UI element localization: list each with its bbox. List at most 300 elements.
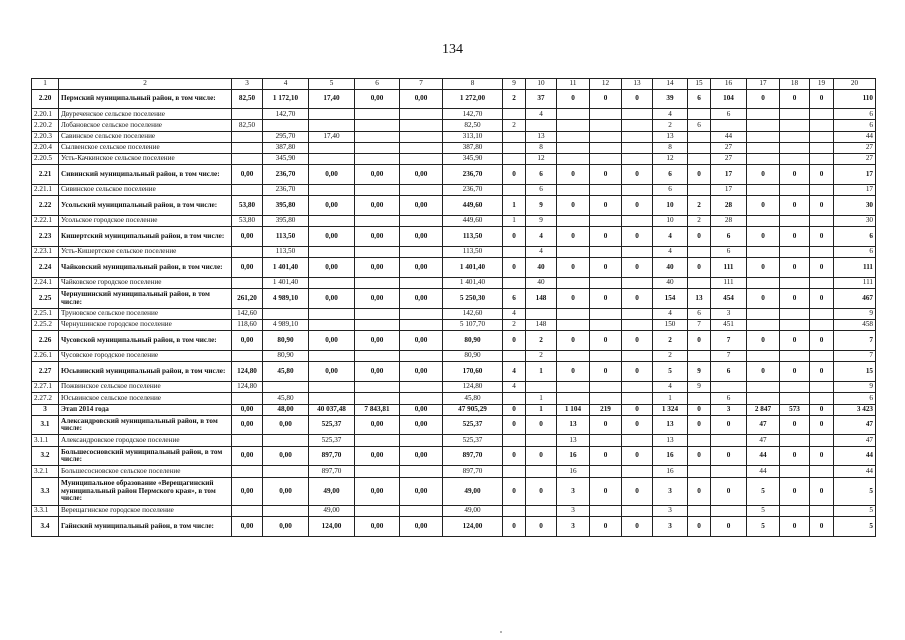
count-cell: 6 xyxy=(711,109,747,120)
amount-cell: 113,50 xyxy=(263,227,309,247)
amount-cell xyxy=(309,185,355,196)
count-cell xyxy=(780,308,810,319)
amount-cell: 80,90 xyxy=(443,351,503,362)
table-row xyxy=(32,154,876,165)
column-number-20: 20 xyxy=(834,79,876,90)
count-cell xyxy=(622,393,653,404)
count-cell xyxy=(747,142,780,153)
amount-cell: 1 401,40 xyxy=(263,258,309,278)
row-code-cell: 2.25.2 xyxy=(32,320,59,331)
row-name-cell: Пермский муниципальный район, в том числе: xyxy=(59,89,232,109)
amount-cell: 261,20 xyxy=(232,289,263,309)
count-cell xyxy=(810,154,834,165)
count-cell: 148 xyxy=(526,320,557,331)
count-cell: 0 xyxy=(622,415,653,435)
count-cell xyxy=(622,185,653,196)
count-cell: 12 xyxy=(653,154,688,165)
table-body xyxy=(32,79,876,537)
count-cell: 2 xyxy=(503,320,526,331)
count-cell: 27 xyxy=(834,142,876,153)
count-cell: 13 xyxy=(557,435,590,446)
count-cell: 6 xyxy=(711,393,747,404)
amount-cell xyxy=(309,247,355,258)
count-cell xyxy=(622,382,653,393)
count-cell xyxy=(557,247,590,258)
amount-cell xyxy=(400,435,443,446)
count-cell: 4 xyxy=(526,109,557,120)
count-cell: 3 xyxy=(653,506,688,517)
row-code-cell: 2.23 xyxy=(32,227,59,247)
count-cell xyxy=(590,120,622,131)
amount-cell: 142,60 xyxy=(443,308,503,319)
count-cell: 0 xyxy=(810,89,834,109)
amount-cell: 0,00 xyxy=(400,258,443,278)
count-cell xyxy=(780,393,810,404)
count-cell: 0 xyxy=(711,446,747,466)
table-row xyxy=(32,165,876,185)
amount-cell: 525,37 xyxy=(443,415,503,435)
count-cell: 0 xyxy=(780,196,810,216)
amount-cell: 0,00 xyxy=(309,196,355,216)
count-cell xyxy=(747,109,780,120)
count-cell: 0 xyxy=(810,165,834,185)
count-cell xyxy=(780,120,810,131)
row-name-cell: Сивинское сельское поселение xyxy=(59,185,232,196)
column-number-6: 6 xyxy=(355,79,400,90)
count-cell xyxy=(622,216,653,227)
row-code-cell: 2.21 xyxy=(32,165,59,185)
amount-cell xyxy=(400,216,443,227)
table-row xyxy=(32,362,876,382)
count-cell: 6 xyxy=(526,185,557,196)
amount-cell xyxy=(232,351,263,362)
row-name-cell: Усть-Качкинское сельское поселение xyxy=(59,154,232,165)
count-cell xyxy=(688,109,711,120)
count-cell xyxy=(590,185,622,196)
column-number-9: 9 xyxy=(503,79,526,90)
count-cell xyxy=(557,109,590,120)
count-cell: 111 xyxy=(711,277,747,288)
count-cell xyxy=(810,308,834,319)
count-cell: 0 xyxy=(503,227,526,247)
count-cell xyxy=(780,109,810,120)
amount-cell xyxy=(309,382,355,393)
count-cell xyxy=(590,154,622,165)
amount-cell: 236,70 xyxy=(443,185,503,196)
amount-cell xyxy=(263,466,309,477)
count-cell: 0 xyxy=(590,227,622,247)
count-cell: 0 xyxy=(688,404,711,415)
count-cell xyxy=(747,308,780,319)
count-cell xyxy=(747,277,780,288)
count-cell: 0 xyxy=(590,446,622,466)
column-number-8: 8 xyxy=(443,79,503,90)
count-cell: 40 xyxy=(653,277,688,288)
amount-cell: 0,00 xyxy=(309,362,355,382)
amount-cell: 0,00 xyxy=(355,331,400,351)
count-cell: 0 xyxy=(557,89,590,109)
amount-cell: 0,00 xyxy=(400,404,443,415)
count-cell xyxy=(688,277,711,288)
row-code-cell: 2.27.2 xyxy=(32,393,59,404)
count-cell xyxy=(688,393,711,404)
amount-cell: 0,00 xyxy=(309,165,355,185)
amount-cell: 0,00 xyxy=(232,165,263,185)
amount-cell: 236,70 xyxy=(443,165,503,185)
count-cell: 4 xyxy=(503,362,526,382)
count-cell: 3 xyxy=(557,477,590,505)
count-cell xyxy=(526,506,557,517)
count-cell xyxy=(780,185,810,196)
column-number-19: 19 xyxy=(810,79,834,90)
count-cell: 0 xyxy=(622,227,653,247)
count-cell xyxy=(503,351,526,362)
count-cell: 111 xyxy=(834,277,876,288)
row-name-cell: Кишертский муниципальный район, в том числе: xyxy=(59,227,232,247)
table-row xyxy=(32,446,876,466)
count-cell: 0 xyxy=(526,446,557,466)
column-number-2: 2 xyxy=(59,79,232,90)
count-cell: 0 xyxy=(622,165,653,185)
page-number: 134 xyxy=(442,42,463,57)
count-cell xyxy=(780,277,810,288)
count-cell: 9 xyxy=(834,308,876,319)
amount-cell: 0,00 xyxy=(309,258,355,278)
count-cell: 1 xyxy=(526,404,557,415)
table-row xyxy=(32,109,876,120)
amount-cell xyxy=(232,109,263,120)
count-cell: 0 xyxy=(622,289,653,309)
row-name-cell: Пожвинское сельское поселение xyxy=(59,382,232,393)
amount-cell: 0,00 xyxy=(355,165,400,185)
amount-cell xyxy=(232,435,263,446)
amount-cell: 897,70 xyxy=(443,466,503,477)
count-cell: 0 xyxy=(810,258,834,278)
amount-cell xyxy=(400,185,443,196)
count-cell: 0 xyxy=(810,517,834,537)
amount-cell: 1 401,40 xyxy=(263,277,309,288)
count-cell: 44 xyxy=(711,131,747,142)
amount-cell: 345,90 xyxy=(443,154,503,165)
amount-cell: 449,60 xyxy=(443,196,503,216)
amount-cell: 49,00 xyxy=(309,506,355,517)
count-cell xyxy=(747,185,780,196)
amount-cell xyxy=(355,247,400,258)
table-row xyxy=(32,466,876,477)
count-cell: 13 xyxy=(526,131,557,142)
count-cell xyxy=(557,351,590,362)
amount-cell xyxy=(232,277,263,288)
count-cell: 0 xyxy=(503,331,526,351)
count-cell: 0 xyxy=(503,446,526,466)
amount-cell: 82,50 xyxy=(443,120,503,131)
amount-cell: 525,37 xyxy=(443,435,503,446)
table-row xyxy=(32,185,876,196)
row-name-cell: Чернушинский муниципальный район, в том числе: xyxy=(59,289,232,309)
table-row xyxy=(32,247,876,258)
amount-cell: 142,70 xyxy=(443,109,503,120)
row-name-cell: Сылвенское сельское поселение xyxy=(59,142,232,153)
table-row xyxy=(32,216,876,227)
amount-cell xyxy=(263,120,309,131)
count-cell: 7 xyxy=(688,320,711,331)
amount-cell: 0,00 xyxy=(232,258,263,278)
count-cell xyxy=(747,131,780,142)
count-cell xyxy=(780,506,810,517)
count-cell: 2 xyxy=(503,89,526,109)
amount-cell: 113,50 xyxy=(443,247,503,258)
count-cell: 6 xyxy=(503,289,526,309)
count-cell: 0 xyxy=(503,165,526,185)
amount-cell xyxy=(263,382,309,393)
count-cell: 4 xyxy=(653,308,688,319)
count-cell: 15 xyxy=(834,362,876,382)
count-cell xyxy=(688,185,711,196)
count-cell: 0 xyxy=(590,196,622,216)
count-cell: 47 xyxy=(834,435,876,446)
row-code-cell: 3 xyxy=(32,404,59,415)
count-cell xyxy=(810,120,834,131)
row-name-cell: Верещагинское городское поселение xyxy=(59,506,232,517)
count-cell xyxy=(503,142,526,153)
row-name-cell: Сивинский муниципальный район, в том числе: xyxy=(59,165,232,185)
amount-cell: 0,00 xyxy=(400,165,443,185)
count-cell xyxy=(557,185,590,196)
count-cell xyxy=(590,142,622,153)
table-row xyxy=(32,435,876,446)
row-code-cell: 3.1.1 xyxy=(32,435,59,446)
amount-cell: 525,37 xyxy=(309,435,355,446)
count-cell: 8 xyxy=(653,142,688,153)
count-cell xyxy=(557,393,590,404)
count-cell: 28 xyxy=(711,216,747,227)
count-cell: 104 xyxy=(711,89,747,109)
amount-cell: 49,00 xyxy=(309,477,355,505)
amount-cell: 113,50 xyxy=(443,227,503,247)
housing-program-table xyxy=(31,78,876,537)
count-cell: 0 xyxy=(688,227,711,247)
count-cell xyxy=(780,466,810,477)
amount-cell xyxy=(309,120,355,131)
count-cell: 0 xyxy=(557,289,590,309)
count-cell: 2 847 xyxy=(747,404,780,415)
table-row xyxy=(32,142,876,153)
row-code-cell: 3.4 xyxy=(32,517,59,537)
count-cell xyxy=(747,382,780,393)
amount-cell: 395,80 xyxy=(263,216,309,227)
count-cell: 16 xyxy=(557,446,590,466)
amount-cell: 45,80 xyxy=(443,393,503,404)
count-cell xyxy=(780,351,810,362)
amount-cell: 82,50 xyxy=(232,120,263,131)
count-cell: 0 xyxy=(688,331,711,351)
amount-cell: 236,70 xyxy=(263,165,309,185)
amount-cell: 0,00 xyxy=(400,477,443,505)
count-cell xyxy=(590,247,622,258)
amount-cell: 0,00 xyxy=(400,289,443,309)
amount-cell xyxy=(400,142,443,153)
count-cell: 7 xyxy=(711,331,747,351)
row-code-cell: 2.26 xyxy=(32,331,59,351)
table-row xyxy=(32,393,876,404)
amount-cell xyxy=(355,435,400,446)
amount-cell: 0,00 xyxy=(232,415,263,435)
amount-cell: 0,00 xyxy=(400,331,443,351)
count-cell xyxy=(747,247,780,258)
column-number-16: 16 xyxy=(711,79,747,90)
count-cell: 219 xyxy=(590,404,622,415)
count-cell xyxy=(503,435,526,446)
count-cell: 0 xyxy=(590,331,622,351)
count-cell: 0 xyxy=(503,477,526,505)
count-cell xyxy=(780,142,810,153)
count-cell: 27 xyxy=(711,142,747,153)
count-cell: 0 xyxy=(622,89,653,109)
count-cell: 0 xyxy=(622,446,653,466)
table-row xyxy=(32,258,876,278)
amount-cell: 40 037,48 xyxy=(309,404,355,415)
count-cell xyxy=(747,320,780,331)
amount-cell: 53,80 xyxy=(232,196,263,216)
count-cell xyxy=(622,277,653,288)
count-cell: 110 xyxy=(834,89,876,109)
count-cell: 0 xyxy=(810,227,834,247)
row-name-cell: Чусовской муниципальный район, в том числе: xyxy=(59,331,232,351)
amount-cell xyxy=(232,154,263,165)
amount-cell: 0,00 xyxy=(309,227,355,247)
amount-cell xyxy=(309,154,355,165)
table-row xyxy=(32,351,876,362)
count-cell: 17 xyxy=(834,165,876,185)
count-cell: 6 xyxy=(834,120,876,131)
amount-cell: 0,00 xyxy=(355,415,400,435)
count-cell: 0 xyxy=(526,415,557,435)
count-cell xyxy=(557,131,590,142)
amount-cell xyxy=(400,466,443,477)
amount-cell xyxy=(400,351,443,362)
count-cell: 1 xyxy=(503,216,526,227)
row-code-cell: 2.27 xyxy=(32,362,59,382)
amount-cell xyxy=(400,131,443,142)
count-cell: 3 xyxy=(653,517,688,537)
count-cell: 6 xyxy=(688,89,711,109)
count-cell xyxy=(557,120,590,131)
count-cell: 0 xyxy=(780,517,810,537)
amount-cell: 0,00 xyxy=(355,446,400,466)
count-cell: 573 xyxy=(780,404,810,415)
table-row xyxy=(32,120,876,131)
count-cell: 6 xyxy=(688,308,711,319)
amount-cell: 0,00 xyxy=(232,331,263,351)
amount-cell xyxy=(309,351,355,362)
row-name-cell: Савинское сельское поселение xyxy=(59,131,232,142)
row-code-cell: 2.27.1 xyxy=(32,382,59,393)
table-row xyxy=(32,131,876,142)
scan-speck xyxy=(500,631,502,633)
count-cell: 4 xyxy=(526,227,557,247)
count-cell xyxy=(688,131,711,142)
amount-cell xyxy=(309,308,355,319)
amount-cell: 47 905,29 xyxy=(443,404,503,415)
amount-cell: 449,60 xyxy=(443,216,503,227)
count-cell: 2 xyxy=(653,351,688,362)
count-cell: 40 xyxy=(526,258,557,278)
count-cell: 0 xyxy=(526,517,557,537)
amount-cell xyxy=(355,109,400,120)
count-cell: 12 xyxy=(526,154,557,165)
count-cell xyxy=(810,382,834,393)
amount-cell: 170,60 xyxy=(443,362,503,382)
amount-cell: 0,00 xyxy=(232,517,263,537)
count-cell xyxy=(557,308,590,319)
count-cell: 5 xyxy=(834,506,876,517)
count-cell xyxy=(503,109,526,120)
count-cell: 111 xyxy=(711,258,747,278)
row-code-cell: 2.23.1 xyxy=(32,247,59,258)
column-number-18: 18 xyxy=(780,79,810,90)
row-code-cell: 2.20.3 xyxy=(32,131,59,142)
count-cell xyxy=(688,466,711,477)
amount-cell: 124,80 xyxy=(232,362,263,382)
amount-cell: 0,00 xyxy=(263,446,309,466)
count-cell: 0 xyxy=(557,362,590,382)
table-row xyxy=(32,404,876,415)
amount-cell xyxy=(400,109,443,120)
count-cell xyxy=(590,320,622,331)
count-cell: 1 xyxy=(653,393,688,404)
count-cell: 0 xyxy=(747,331,780,351)
count-cell: 0 xyxy=(688,446,711,466)
column-number-11: 11 xyxy=(557,79,590,90)
amount-cell: 0,00 xyxy=(355,196,400,216)
count-cell xyxy=(810,142,834,153)
count-cell: 6 xyxy=(526,165,557,185)
count-cell xyxy=(557,216,590,227)
amount-cell: 45,80 xyxy=(263,393,309,404)
count-cell: 47 xyxy=(747,435,780,446)
count-cell: 0 xyxy=(810,196,834,216)
count-cell: 1 104 xyxy=(557,404,590,415)
amount-cell xyxy=(355,185,400,196)
count-cell: 0 xyxy=(780,415,810,435)
column-number-5: 5 xyxy=(309,79,355,90)
count-cell: 40 xyxy=(526,277,557,288)
count-cell: 5 xyxy=(747,477,780,505)
amount-cell: 0,00 xyxy=(263,477,309,505)
table-row xyxy=(32,308,876,319)
count-cell: 13 xyxy=(688,289,711,309)
count-cell: 2 xyxy=(526,351,557,362)
amount-cell: 48,00 xyxy=(263,404,309,415)
row-name-cell: Усольский муниципальный район, в том числе: xyxy=(59,196,232,216)
table-row xyxy=(32,277,876,288)
row-name-cell: Александровское городское поселение xyxy=(59,435,232,446)
count-cell xyxy=(622,247,653,258)
amount-cell: 1 172,10 xyxy=(263,89,309,109)
column-number-15: 15 xyxy=(688,79,711,90)
count-cell: 0 xyxy=(557,258,590,278)
count-cell: 17 xyxy=(711,185,747,196)
row-code-cell: 3.1 xyxy=(32,415,59,435)
count-cell xyxy=(622,466,653,477)
amount-cell: 313,10 xyxy=(443,131,503,142)
count-cell: 0 xyxy=(780,165,810,185)
table-row xyxy=(32,320,876,331)
amount-cell xyxy=(355,393,400,404)
count-cell: 13 xyxy=(653,131,688,142)
count-cell: 5 xyxy=(747,517,780,537)
row-code-cell: 2.25.1 xyxy=(32,308,59,319)
